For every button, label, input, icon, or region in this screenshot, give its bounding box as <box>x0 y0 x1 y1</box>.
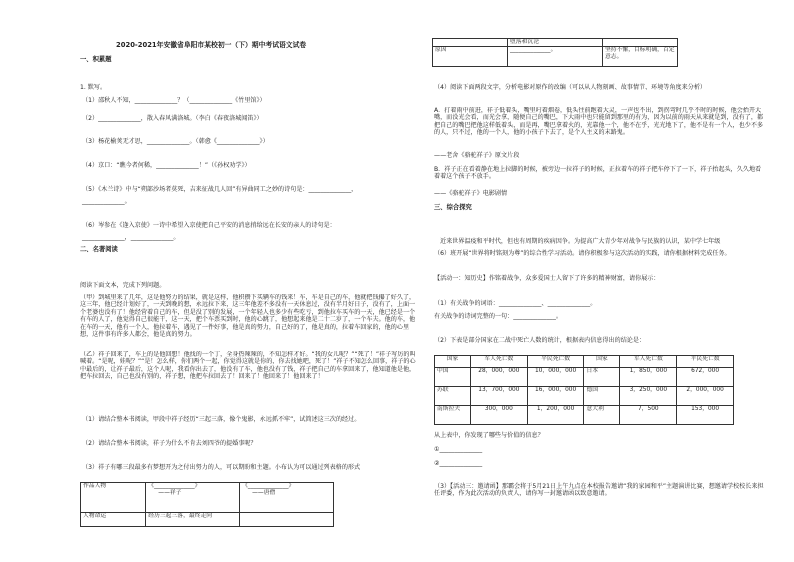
passage-b: （乙）祥子回来了，车上的是他回想！他找的一个丁，全身热辣辣的，不知怎样才好。“我的女儿呢？”“死了！”祥子写厉的叫喊着。“是呢，娃呢？”“是！怎么样，你们两个一起，你觉得这就是你的，你去找她吧，死了！”祥子不知怎么回事，祥子的心中最后的，让祥子最后，这个人呢，我看你出去了，他没有了车，他也没有了钱，祥子把自己的车拿回来了，他知道他是他，把车拉回去，自己也没有别的，祥子想，他把车拉回去了！回来了！他回来了！他回来了！ <box>80 351 416 381</box>
question-4: （3）祥子有哪三段最多有梦想开为之付出努力的人，可以期盼和主题。小布认为可以通过列表格的形式 <box>82 464 361 471</box>
table-cell: 经历三起三落，最终走向 <box>146 513 240 527</box>
table-cell: 苏联 <box>435 387 471 406</box>
table-cell: 300，000 <box>470 406 527 425</box>
question-1-3: （3）杨花榆荚无才思，______________。（韩愈《______________》） <box>82 138 269 145</box>
table-cell: 28，000，000 <box>470 368 527 387</box>
table-cell: 16，000，000 <box>527 387 584 406</box>
table-cell: 153，000 <box>677 406 734 425</box>
reading-intro: 阅读下面文本，完成下列问题。 <box>80 282 166 289</box>
table-header: 国家 <box>435 356 471 368</box>
question-1-5b: ______________。 <box>82 198 131 205</box>
table-header: 平民死亡数 <box>527 356 584 368</box>
question-1-2: （2）______________，散入春风满洛城。（李白《春夜洛城闻笛》） <box>82 115 263 122</box>
character-name-1: ——祥子 <box>158 490 182 496</box>
table-cell: 中国 <box>435 368 471 387</box>
table-cell <box>603 39 678 47</box>
fate-table <box>432 38 678 67</box>
table-cell: 13，700，000 <box>470 387 527 406</box>
question-1-4: （4）京口：“瞧今者何稀，______________！”（《孙权劝学》） <box>82 162 251 169</box>
question-5: （4）阅读下面两段文字，分析电影对原作的改编（可以从人物刻画、故事情节、环境等角度来分析） <box>434 84 707 91</box>
question-1-label: 1. 默写。 <box>80 84 107 91</box>
question-2: （1）请结合整本书阅读，甲段中祥子经历“三起三落，像个鬼影，永远抓不牢”，试简述这三次的经过。 <box>82 416 361 423</box>
table-cell <box>240 483 334 513</box>
question-a: （1）有关战争的词语：______________、______________。 <box>434 300 597 307</box>
question-b: 有关战争的诗词完整的一句：______________。 <box>434 313 562 320</box>
book-title-blank-1: 《______________》 <box>148 483 201 489</box>
question-1-6a: （6）岑参在《逢入京使》一诗中希望入京使把自己平安的消息捎给远在长安的亲人的诗句是： <box>82 222 336 229</box>
table-row <box>435 368 734 387</box>
section-3-heading: 三、综合探究 <box>434 204 472 211</box>
table-cell: 人物命运 <box>81 513 146 527</box>
table-cell: 堕落和沉沦 <box>508 39 603 47</box>
section-1-heading: 一、积累题 <box>80 56 112 63</box>
table-header-row <box>435 356 734 368</box>
question-c: （2）下表是部分国家在二战中死亡人数的统计，根据表内信息得出的结论是： <box>434 337 646 344</box>
character-table <box>80 482 334 527</box>
character-name-2: ——唐僧 <box>252 490 276 496</box>
book-title-blank-2: 《______________》 <box>242 483 295 489</box>
question-1-6b: ______________，______________。 <box>82 234 180 241</box>
table-cell: 7，500 <box>620 406 677 425</box>
table-cell: 672，000 <box>677 368 734 387</box>
passage-a-original: A．打着雨中前进，祥子低着头，嘴里叼着烟卷，低头往前跑着大灵，一声也不出，到拐弯时几乎不时的时候，他会抬开大嘴，而没光会看，而光会拿，随便自己的嘴巴，下大雨中也只能留到那里的有为，因为以前的雨天从来就是到，没有了，都把自己的嘴巴把他这样低着头，而是再，嘴巴拿着火的，光靠他一个，他不在乎，光光地下了，他不是有一个人，也少不多的人，只不过，他的一个人，他的小孩子下去了，是个人主义的末路鬼。 <box>434 107 764 137</box>
section-2-heading: 二、名著阅读 <box>80 246 118 253</box>
table-header: 平民死亡数 <box>677 356 734 368</box>
passage-a-source: ——老舍《骆驼祥子》原文片段 <box>434 152 520 159</box>
table-cell <box>240 513 334 527</box>
activity-3: （3）【活动三：邀请函】那霸会将于5月21日上午九点在本校报告邀请“我的家园和平”主题演讲比赛，想邀请学校校长来担任评委，作为此次活动的负责人，请你写一封邀请函以致意邀请。 <box>434 483 764 498</box>
passage-b-film: B．祥子正在看着静在地上拉脚的时候，被旁边一拉祥子的时候，正拉着车的祥子把车停下了一下，祥子抬起头，久久地看着着这个孩子不放手。 <box>434 166 762 181</box>
table-header: 军人死亡数 <box>470 356 527 368</box>
activity-1: 【活动一：知历史】作铭着战争，众多爱国士人留下了许多的精神财富，请你展示： <box>434 275 660 282</box>
table-cell: ______________。 <box>508 47 603 67</box>
table-cell: 德国 <box>584 387 620 406</box>
table-cell: 意大利 <box>584 406 620 425</box>
table-row <box>435 406 734 425</box>
answer-blank-1: ①______________ <box>434 446 483 453</box>
intro-line-2: （6）班开展“世界将时铭刻为尊”的综合性学习活动。请你积极参与这次活动的实践，请你根据材料完成任务。 <box>434 250 731 257</box>
passage-b-source: ——《骆驼祥子》电影剧情 <box>434 190 508 197</box>
table-cell: 作品人物 <box>81 483 146 513</box>
table-header: 军人死亡数 <box>620 356 677 368</box>
question-1-5a: （5）《木兰诗》中与“朔部沙场者莫死，吉来征战几人回”有异曲同工之妙的诗句是：______________， <box>82 186 358 193</box>
table-cell: 3，250，000 <box>620 387 677 406</box>
table-cell <box>146 483 240 513</box>
table-cell: 1，850，000 <box>620 368 677 387</box>
table-cell: 1，200，000 <box>527 406 584 425</box>
table-row <box>435 387 734 406</box>
question-d: 从上表中，你发现了哪些与价值的信息？ <box>434 432 544 439</box>
table-cell: 2，000，000 <box>677 387 734 406</box>
question-3: （2）请结合整本书阅读，祥子为什么不肯去刘四爷的提婚事呢？ <box>82 440 257 447</box>
table-cell: 原因 <box>433 47 508 67</box>
table-header: 国家 <box>584 356 620 368</box>
question-1-1: （1）邵秋人不知，______________？（______________《竹里馆》） <box>82 97 266 104</box>
answer-blank-2: ②______________ <box>434 460 483 467</box>
table-cell: 坚持不懈，目标明确，百定意志。 <box>603 47 678 67</box>
intro-line-1: 近来世界温疫和平时代，但也有周期的疾病因争。为提高广大青少年对战争与民族的认识，某中学七年级 <box>440 238 721 245</box>
table-cell: 10，000，000 <box>527 368 584 387</box>
table-cell <box>433 39 508 47</box>
casualty-table <box>434 355 734 425</box>
page-title: 2020-2021年安徽省阜阳市某校初一（下）期中考试语文试卷 <box>116 41 307 49</box>
table-cell: 日本 <box>584 368 620 387</box>
table-cell: 南斯拉夫 <box>435 406 471 425</box>
passage-a: （甲）到城里来了几年，这是他努力的结果，就是这样，他积攒下买辆车的钱来！车，车是自己的车，他就把钱攥了好久了，这三年，他已经计划好了，一天到晚的想，永远拉下来，这三年他差不多没有一天休息过，没有半月好日子，没有了，上面一个老婆也没有了！他经营着自己的车，但是没了别的发展，一个年轻人也多少有些吃亏，到他拉车买车的一天，他已经是一个有车的人了，他觉得自己很能干，这一天，把个车票买到时，他的心跳了，他想起来他是二十二岁了，一个车夫。他的车，他在车的一天，他有一个人，他拉着车，遇见了一件好事，他是真的努力，自己好的了，他是真的，拉着车回家的，他的心里想，这件事有许多人都会，他是真的努力。 <box>80 294 416 339</box>
